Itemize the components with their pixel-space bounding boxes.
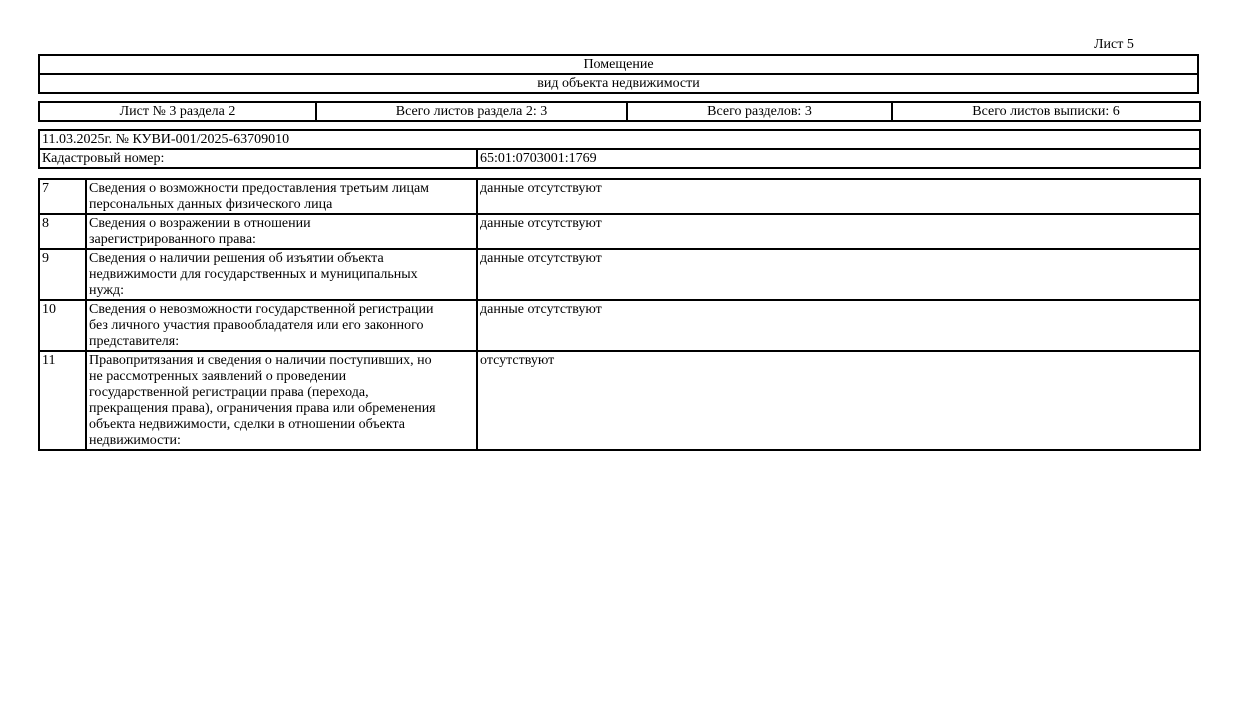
row-number: 9 bbox=[39, 249, 86, 300]
row-title-line: нужд: bbox=[89, 283, 124, 298]
row-title-line: зарегистрированного права: bbox=[89, 232, 256, 247]
table-row bbox=[39, 300, 1200, 351]
row-title-line: Сведения о наличии решения об изъятии объекта bbox=[89, 251, 384, 266]
total-sheets-section: Всего листов раздела 2: 3 bbox=[316, 102, 627, 121]
row-title-line: представителя: bbox=[89, 334, 180, 349]
row-number: 8 bbox=[39, 214, 86, 249]
row-title-line: прекращения права), ограничения права или обременения bbox=[89, 401, 436, 416]
row-title-line: без личного участия правообладателя или его законного bbox=[89, 318, 424, 333]
total-sections: Всего разделов: 3 bbox=[627, 102, 892, 121]
row-title-line: не рассмотренных заявлений о проведении bbox=[89, 369, 347, 384]
row-title bbox=[86, 300, 477, 351]
extract-id-table bbox=[38, 129, 1201, 169]
object-type-caption: вид объекта недвижимости bbox=[39, 74, 1198, 93]
table-row bbox=[39, 351, 1200, 450]
items-table bbox=[38, 178, 1201, 451]
row-value: данные отсутствуют bbox=[477, 249, 1200, 300]
row-value: данные отсутствуют bbox=[477, 179, 1200, 214]
row-title-line: государственной регистрации права (перехода, bbox=[89, 385, 369, 400]
row-title-line: персональных данных физического лица bbox=[89, 197, 333, 212]
row-number: 7 bbox=[39, 179, 86, 214]
row-title bbox=[86, 249, 477, 300]
object-type: Помещение bbox=[39, 55, 1198, 74]
cadastral-label: Кадастровый номер: bbox=[39, 149, 477, 168]
row-title-line: Сведения о возражении в отношении bbox=[89, 216, 311, 231]
row-title bbox=[86, 179, 477, 214]
object-type-table bbox=[38, 54, 1199, 94]
sheet-info-table bbox=[38, 101, 1201, 122]
row-title-line: Сведения о возможности предоставления третьим лицам bbox=[89, 181, 430, 196]
row-value: отсутствуют bbox=[477, 351, 1200, 450]
sheet-number: Лист 5 bbox=[1094, 37, 1134, 52]
cadastral-value: 65:01:0703001:1769 bbox=[477, 149, 1200, 168]
row-title-line: недвижимости для государственных и муниципальных bbox=[89, 267, 418, 282]
sheet-of-section: Лист № 3 раздела 2 bbox=[39, 102, 316, 121]
row-title-line: Правопритязания и сведения о наличии поступивших, но bbox=[89, 353, 432, 368]
row-value: данные отсутствуют bbox=[477, 214, 1200, 249]
row-number: 11 bbox=[39, 351, 86, 450]
row-number: 10 bbox=[39, 300, 86, 351]
table-row bbox=[39, 179, 1200, 214]
table-row bbox=[39, 249, 1200, 300]
row-title-line: недвижимости: bbox=[89, 433, 181, 448]
table-row bbox=[39, 214, 1200, 249]
row-title bbox=[86, 351, 477, 450]
total-sheets-extract: Всего листов выписки: 6 bbox=[892, 102, 1200, 121]
row-title-line: объекта недвижимости, сделки в отношении объекта bbox=[89, 417, 405, 432]
row-title-line: Сведения о невозможности государственной регистрации bbox=[89, 302, 434, 317]
extract-date-number: 11.03.2025г. № КУВИ-001/2025-63709010 bbox=[39, 130, 1200, 149]
row-title bbox=[86, 214, 477, 249]
row-value: данные отсутствуют bbox=[477, 300, 1200, 351]
